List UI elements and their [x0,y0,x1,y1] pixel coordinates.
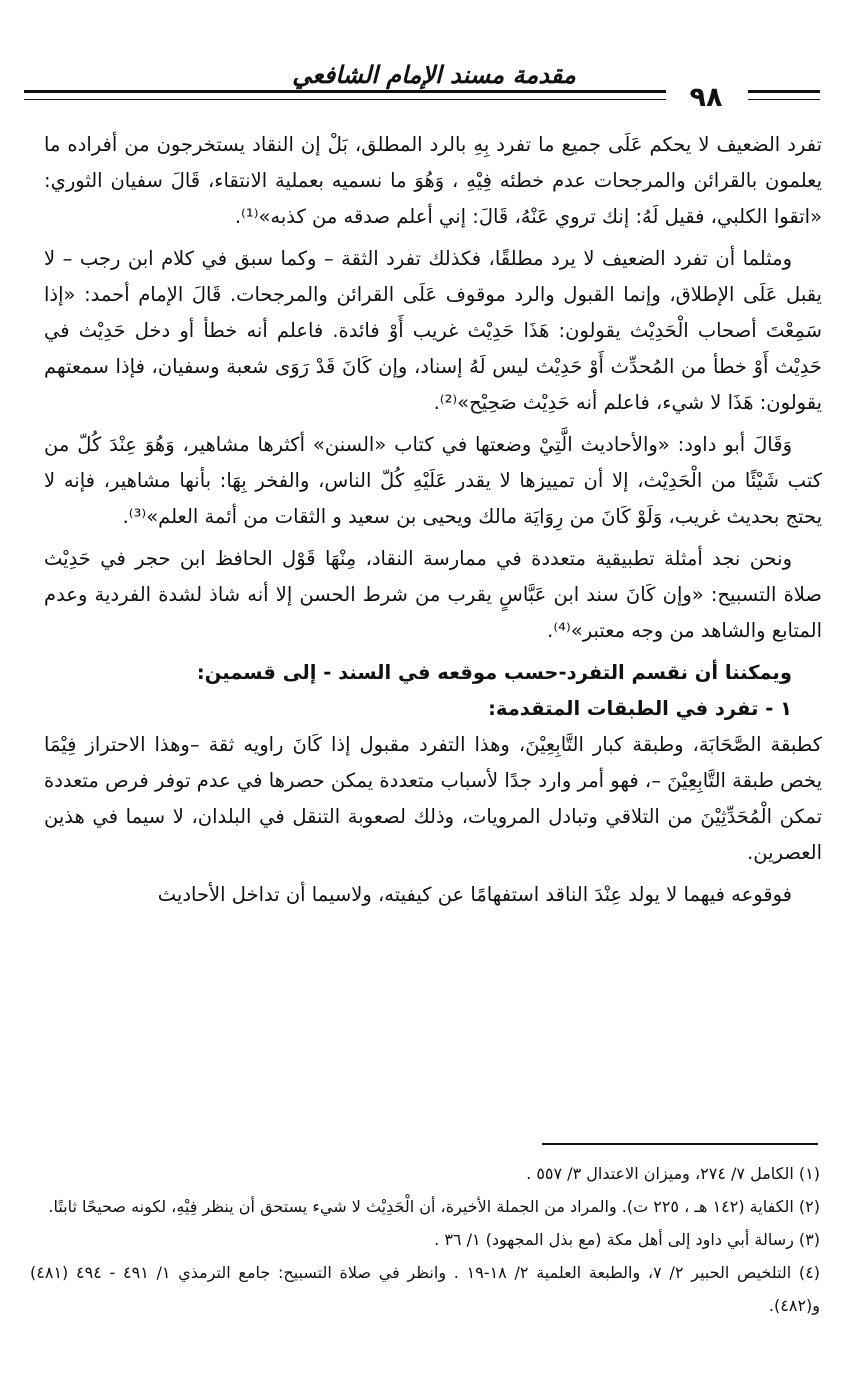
paragraph-3: وَقَالَ أبو داود: «والأحاديث الَّتِيْ وضعتها في كتاب «السنن» أكثرها مشاهير، وَهُوَ عِنْدَ كُلّ من كتب شَيْئًا من الْحَدِيْث، إلا أن تمييزها لا يقدر عَلَيْهِ كُلّ الناس، والفخر بِهَا: بأنها مشاهير، فإنه لا يحتج بحديث غريب، وَلَوْ كَانَ من رِوَايَة مالك ويحيى بن سعيد و الثقات من أئمة العلم»⁽³⁾. [44,433,822,528]
subsection-heading: ١ - تفرد في الطبقات المتقدمة: [488,697,792,720]
footnote-4: (٤) التلخيص الحبير ٢/ ٧، والطبعة العلمية ٢/ ١٨-١٩ . وانظر في صلاة التسبيح: جامع الترمذي ١/ ٤٩١ - ٤٩٤ (٤٨١) و(٤٨٢). [30,1263,821,1315]
header-rule-right-thin [748,99,820,100]
footnote-3: (٣) رسالة أبي داود إلى أهل مكة (مع بذل المجهود) ١/ ٣٦ . [434,1230,820,1249]
running-header-title: مقدمة مسند الإمام الشافعي [292,60,576,89]
footnote-separator [542,1143,818,1145]
main-text [44,127,822,919]
footnote-2: (٢) الكفاية (١٤٢ هـ ، ٢٢٥ ت). والمراد من الجملة الأخيرة، أن الْحَدِيْث لا شيء يستحق أن ينظر فِيْهِ، لكونه صحيحًا ثابتًا. [48,1197,820,1216]
page-number: ٩٨ [689,82,723,113]
footnote-1: (١) الكامل ٧/ ٢٧٤، وميزان الاعتدال ٣/ ٥٥٧ . [526,1164,820,1183]
section-heading: ويمكننا أن نقسم التفرد-حسب موقعه في السند - إلى قسمين: [196,661,792,684]
paragraph-2: ومثلما أن تفرد الضعيف لا يرد مطلقًا، فكذلك تفرد الثقة – وكما سبق في كلام ابن رجب – لا يقبل عَلَى الإطلاق، وإنما القبول والرد موقوف عَلَى القرائن والمرجحات. قَالَ الإمام أحمد: «إذا سَمِعْتَ أصحاب الْحَدِيْث يقولون: هَذَا حَدِيْث غريب أَوْ فائدة. فاعلم أنه خطأ أو دخل حَدِيْث في حَدِيْث أَوْ خطأ من المُحدِّث أَوْ حَدِيْث ليس لَهُ إسناد، وإن كَانَ قَدْ رَوَى شعبة وسفيان، فإذا سمعتهم يقولون: هَذَا لا شيء، فاعلم أنه حَدِيْث صَحِيْح»⁽²⁾. [44,247,822,414]
paragraph-5: كطبقة الصَّحَابَة، وطبقة كبار التَّابِعِيْنَ، وهذا التفرد مقبول إذا كَانَ راويه ثقة –وهذا الاحتراز فِيْمَا يخص طبقة التَّابِعِيْنَ –، فهو أمر وارد جدًا لأسباب متعددة يمكن حصرها في عدم توفر فرص متعددة تمكن الْمُحَدِّثِيْنَ من التلاقي وتبادل المرويات، وذلك لصعوبة التنقل في البلدان، لا سيما في هذين العصرين. [44,733,822,864]
footnotes [30,1157,820,1322]
header-rule-left-thin [24,99,666,100]
paragraph-6: فوقوعه فيهما لا يولد عِنْدَ الناقد استفهامًا عن كيفيته، ولاسيما أن تداخل الأحاديث [157,883,792,906]
header-rule-left-thick [24,90,666,93]
paragraph-4: ونحن نجد أمثلة تطبيقية متعددة في ممارسة النقاد، مِنْهَا قَوْل الحافظ ابن حجر في حَدِيْث صلاة التسبيح: «وإن كَانَ سند ابن عَبَّاسٍ يقرب من شرط الحسن إلا أنه شاذ لشدة الفردية وعدم المتابع والشاهد من وجه معتبر»⁽⁴⁾. [44,547,822,642]
header-rule-right-thick [748,90,820,93]
paragraph-1: تفرد الضعيف لا يحكم عَلَى جميع ما تفرد بِهِ بالرد المطلق، بَلْ إن النقاد يستخرجون من أفراده ما يعلمون بالقرائن والمرجحات عدم خطئه فِيْهِ ، وَهُوَ ما نسميه بعملية الانتقاء، قَالَ سفيان الثوري: «اتقوا الكلبي، فقيل لَهُ: إنك تروي عَنْهُ، قَالَ: إني أعلم صدقه من كذبه»⁽¹⁾. [44,133,822,228]
